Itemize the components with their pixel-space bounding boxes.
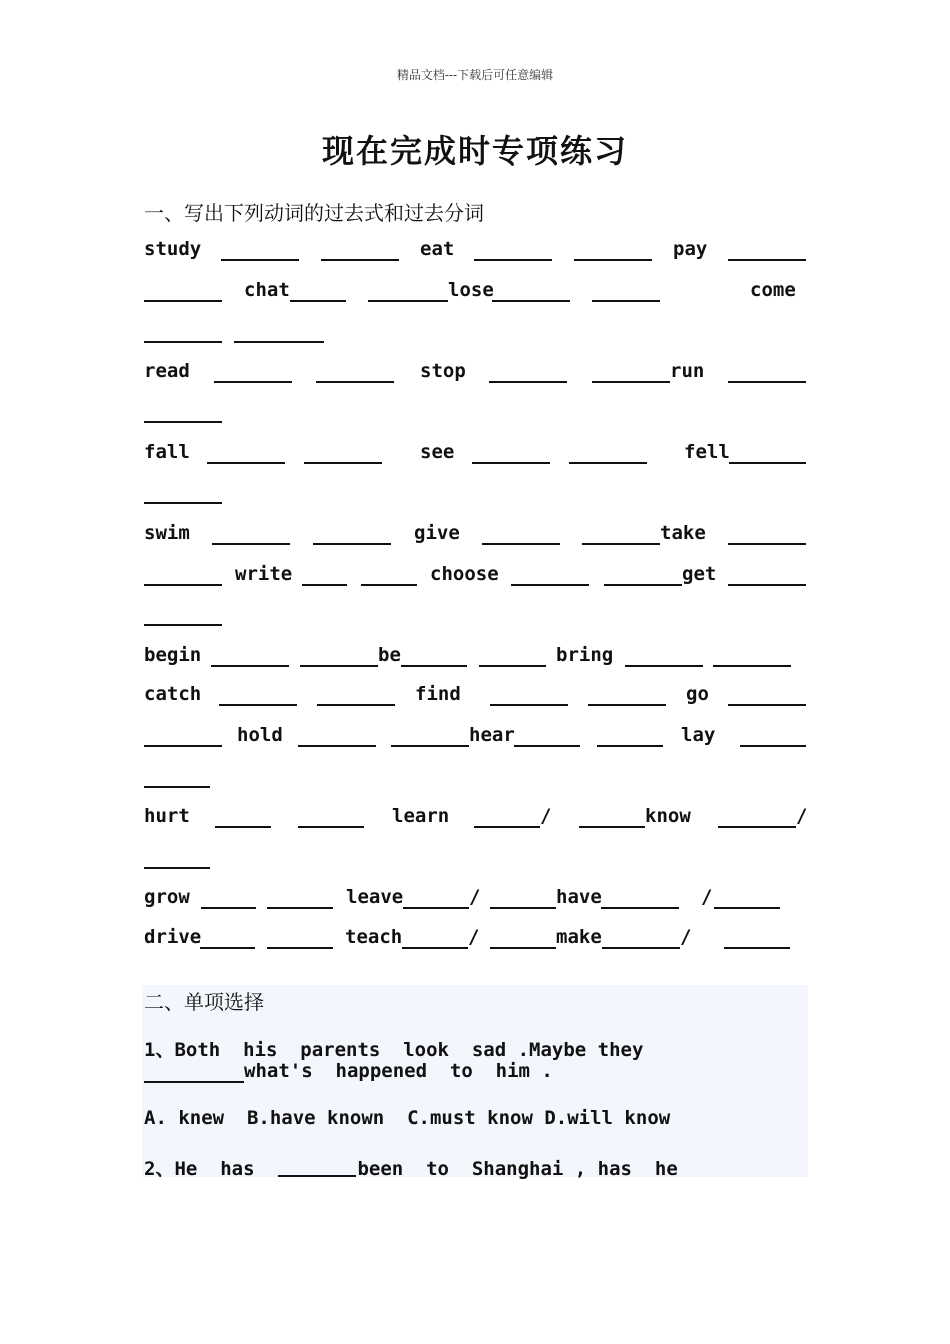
verb-row-9 (144, 563, 808, 589)
answer-blank[interactable] (313, 543, 391, 545)
answer-blank[interactable] (361, 584, 417, 586)
page-header: 精品文档---下载后可任意编辑 (396, 68, 554, 82)
answer-blank[interactable] (212, 543, 290, 545)
answer-blank[interactable] (221, 259, 299, 261)
verb-row-3 (144, 320, 808, 346)
section-2-heading: 二、单项选择 (144, 990, 264, 1014)
answer-blank[interactable] (604, 584, 682, 586)
answer-blank[interactable] (144, 745, 222, 747)
verb-read: read (144, 360, 190, 382)
question-2-line-1 (144, 1154, 678, 1220)
verb-leave: leave (346, 886, 404, 908)
answer-blank[interactable] (234, 341, 324, 343)
answer-blank[interactable] (214, 381, 292, 383)
answer-blank[interactable] (144, 300, 222, 302)
answer-blank[interactable] (321, 259, 399, 261)
answer-blank[interactable] (597, 745, 663, 747)
answer-blank[interactable] (728, 704, 806, 706)
verb-lay: lay (681, 724, 716, 746)
answer-blank[interactable] (511, 584, 589, 586)
answer-blank[interactable] (474, 259, 552, 261)
verb-hurt: hurt (144, 805, 190, 827)
verb-have: have (556, 886, 602, 908)
answer-blank[interactable] (402, 947, 468, 949)
verb-fall: fall (144, 441, 190, 463)
verb-eat: eat (420, 238, 455, 260)
answer-blank[interactable] (403, 907, 469, 909)
verb-lose: lose (448, 279, 494, 301)
answer-blank[interactable] (492, 300, 570, 302)
answer-blank[interactable] (211, 665, 289, 667)
verb-row-7 (144, 481, 808, 507)
answer-blank[interactable] (625, 665, 703, 667)
verb-know: know (645, 805, 691, 827)
verb-be: be (378, 644, 401, 666)
answer-blank[interactable] (728, 381, 806, 383)
verb-row-15 (144, 805, 808, 831)
answer-blank[interactable] (728, 259, 806, 261)
section-1-heading: 一、写出下列动词的过去式和过去分词 (144, 201, 484, 225)
answer-blank[interactable] (144, 867, 210, 869)
answer-blank[interactable] (490, 907, 556, 909)
answer-blank[interactable] (215, 826, 271, 828)
answer-blank[interactable] (490, 947, 556, 949)
answer-blank[interactable] (201, 907, 256, 909)
question-1-line-1: 1、Both his parents look sad .Maybe they (144, 1039, 644, 1061)
verb-row-1 (144, 238, 808, 264)
answer-blank[interactable] (144, 786, 210, 788)
answer-blank[interactable] (489, 381, 567, 383)
verb-see: see (420, 441, 455, 463)
answer-blank[interactable] (474, 826, 540, 828)
answer-blank[interactable] (267, 907, 333, 909)
verb-take: take (660, 522, 706, 544)
answer-blank[interactable] (304, 462, 382, 464)
verb-row-4 (144, 360, 808, 386)
answer-blank[interactable] (729, 462, 806, 464)
answer-blank[interactable] (144, 624, 222, 626)
answer-blank[interactable] (290, 300, 346, 302)
verb-find: find (415, 683, 461, 705)
verb-come: come (750, 279, 796, 301)
answer-blank[interactable] (601, 907, 679, 909)
verb-row-2 (144, 279, 808, 305)
verb-write: write (235, 563, 293, 585)
question-2-text: 2、He has been to Shanghai , has he (144, 1158, 678, 1180)
answer-blank[interactable] (602, 947, 680, 949)
verb-chat: chat (244, 279, 290, 301)
verb-row-10 (144, 603, 808, 629)
verb-row-13 (144, 724, 808, 750)
answer-blank[interactable] (144, 584, 222, 586)
verb-row-5 (144, 400, 808, 426)
answer-blank[interactable] (574, 259, 652, 261)
verb-bring: bring (556, 644, 614, 666)
answer-blank[interactable] (740, 745, 806, 747)
answer-blank[interactable] (728, 543, 806, 545)
answer-blank[interactable] (144, 502, 222, 504)
slash: / (540, 805, 552, 827)
verb-learn: learn (392, 805, 450, 827)
answer-blank[interactable] (724, 947, 790, 949)
verb-row-12 (144, 683, 808, 709)
question-1-line-2-text: what's happened to him . (244, 1060, 553, 1082)
answer-blank[interactable] (718, 826, 796, 828)
answer-blank[interactable] (317, 704, 395, 706)
answer-blank[interactable] (144, 341, 222, 343)
verb-row-6 (144, 441, 808, 467)
answer-blank[interactable] (207, 462, 285, 464)
answer-blank[interactable] (479, 665, 546, 667)
answer-blank[interactable] (713, 665, 791, 667)
answer-blank[interactable] (569, 462, 647, 464)
answer-blank[interactable] (298, 826, 364, 828)
answer-blank[interactable] (490, 704, 568, 706)
answer-blank[interactable] (298, 745, 376, 747)
page-title: 现在完成时专项练习 (321, 132, 628, 170)
answer-blank[interactable] (200, 947, 255, 949)
answer-blank[interactable] (278, 1175, 356, 1177)
slash: / (469, 886, 481, 908)
question-1-options: A. knew B.have known C.must know D.will know (144, 1107, 671, 1129)
verb-row-8 (144, 522, 808, 548)
answer-blank[interactable] (592, 381, 670, 383)
verb-hear: hear (469, 724, 515, 746)
verb-grow: grow (144, 886, 190, 908)
answer-blank[interactable] (144, 421, 222, 423)
verb-row-18 (144, 926, 808, 952)
verb-begin: begin (144, 644, 202, 666)
answer-blank[interactable] (300, 665, 378, 667)
verb-catch: catch (144, 683, 202, 705)
verb-get: get (682, 563, 717, 585)
answer-blank[interactable] (579, 826, 645, 828)
verb-drive: drive (144, 926, 202, 948)
answer-blank[interactable] (588, 704, 666, 706)
slash: / (701, 886, 713, 908)
answer-blank[interactable] (401, 665, 467, 667)
verb-run: run (670, 360, 705, 382)
answer-blank[interactable] (302, 584, 347, 586)
answer-blank[interactable] (219, 704, 297, 706)
answer-blank[interactable] (391, 745, 469, 747)
answer-blank[interactable] (592, 300, 660, 302)
answer-blank[interactable] (316, 381, 394, 383)
verb-row-17 (144, 886, 808, 912)
verb-stop: stop (420, 360, 466, 382)
verb-fell: fell (684, 441, 730, 463)
slash: / (468, 926, 480, 948)
answer-blank[interactable] (514, 745, 580, 747)
answer-blank[interactable] (267, 947, 333, 949)
verb-teach: teach (345, 926, 403, 948)
slash: / (680, 926, 692, 948)
verb-swim: swim (144, 522, 190, 544)
verb-give: give (414, 522, 460, 544)
verb-go: go (686, 683, 709, 705)
answer-blank[interactable] (472, 462, 550, 464)
answer-blank[interactable] (144, 1081, 244, 1083)
verb-study: study (144, 238, 202, 260)
answer-blank[interactable] (714, 907, 780, 909)
verb-hold: hold (237, 724, 283, 746)
slash: / (796, 805, 808, 827)
answer-blank[interactable] (368, 300, 448, 302)
answer-blank[interactable] (728, 584, 806, 586)
answer-blank[interactable] (582, 543, 660, 545)
verb-row-16 (144, 846, 808, 872)
answer-blank[interactable] (482, 543, 560, 545)
verb-pay: pay (673, 238, 708, 260)
verb-row-14 (144, 765, 808, 791)
verb-choose: choose (430, 563, 499, 585)
verb-row-11 (144, 644, 808, 670)
verb-make: make (556, 926, 602, 948)
